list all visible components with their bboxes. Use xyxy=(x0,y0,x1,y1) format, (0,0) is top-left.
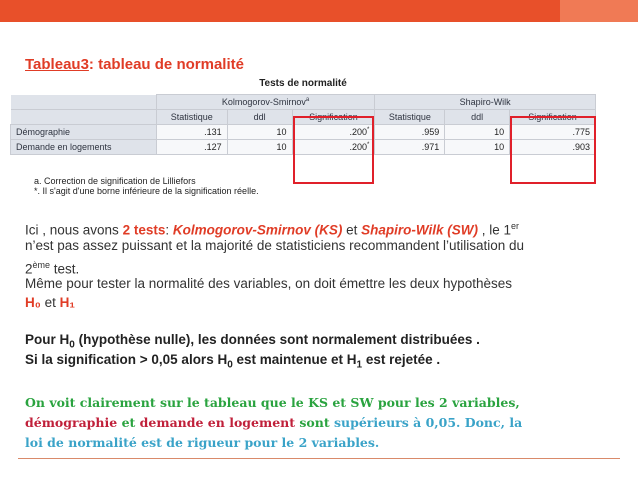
column-header: Signification xyxy=(510,110,596,125)
table-group-header xyxy=(11,95,596,110)
column-header: Statistique xyxy=(375,110,445,125)
hypothesis-line: Même pour tester la normalité des variables, on doit émettre les deux hypothèses xyxy=(25,276,513,291)
highlight-box-sw xyxy=(510,116,596,184)
table-note-a: a. Correction de signification de Lilliefors xyxy=(34,176,196,186)
ks-statistic: .131 xyxy=(156,125,227,140)
table-corner xyxy=(11,95,157,110)
ks-ddl: 10 xyxy=(227,125,292,140)
ks-signification: .200* xyxy=(292,125,375,140)
row-label: Démographie xyxy=(11,125,157,140)
column-header: Signification xyxy=(292,110,375,125)
column-header: ddl xyxy=(445,110,510,125)
conclusion-line-2: démographie et demande en logement sont supérieurs à 0,05. Donc, la xyxy=(25,415,523,430)
bottom-rule xyxy=(18,458,620,459)
sw-ddl: 10 xyxy=(445,140,510,155)
top-accent-bar xyxy=(0,0,638,22)
sw-statistic: .971 xyxy=(375,140,445,155)
slide-title xyxy=(25,56,244,73)
hypothesis-symbols: H₀ et H₁ xyxy=(25,295,75,310)
table-corner-2 xyxy=(11,110,157,125)
ks-signification: .200* xyxy=(292,140,375,155)
conclusion-line-1: On voit clairement sur le tableau que le KS et SW pour les 2 variables, xyxy=(25,395,520,410)
intro-line-3: 2ème test. xyxy=(25,260,80,277)
column-header: Statistique xyxy=(156,110,227,125)
top-accent-segment xyxy=(560,0,638,22)
title-rest: : tableau de normalité xyxy=(88,56,244,73)
sw-signification: .775 xyxy=(510,125,596,140)
highlight-box-ks xyxy=(293,116,374,184)
h0-definition: Pour $H_0$ (hypothèse nulle), les données sont normalement distribuées . xyxy=(25,332,480,351)
row-label: Demande en logements xyxy=(11,140,157,155)
sw-ddl: 10 xyxy=(445,125,510,140)
decision-rule: Si la signification > 0,05 alors $H_0$ est maintenue et $H_1$ est rejetée . xyxy=(25,352,441,371)
table-caption: Tests de normalité xyxy=(259,78,347,89)
column-header: ddl xyxy=(227,110,292,125)
title-prefix: Tableau3 xyxy=(25,56,89,73)
ks-ddl: 10 xyxy=(227,140,292,155)
intro-line-1: Ici , nous avons 2 tests: Kolmogorov-Smirnov (KS) et Shapiro-Wilk (SW) , le 1er xyxy=(25,221,520,238)
group-header-ks: Kolmogorov-Smirnov$^a$ xyxy=(156,95,375,110)
ks-statistic: .127 xyxy=(156,140,227,155)
sw-signification: .903 xyxy=(510,140,596,155)
group-header-sw: Shapiro-Wilk xyxy=(375,95,596,110)
intro-line-2: n’est pas assez puissant et la majorité de statisticiens recommandent l’utilisation du xyxy=(25,238,524,253)
table-note-star: *. Il s'agit d'une borne inférieure de la signification réelle. xyxy=(34,186,259,196)
conclusion-line-3: loi de normalité est de rigueur pour le 2 variables. xyxy=(25,435,380,450)
sw-statistic: .959 xyxy=(375,125,445,140)
